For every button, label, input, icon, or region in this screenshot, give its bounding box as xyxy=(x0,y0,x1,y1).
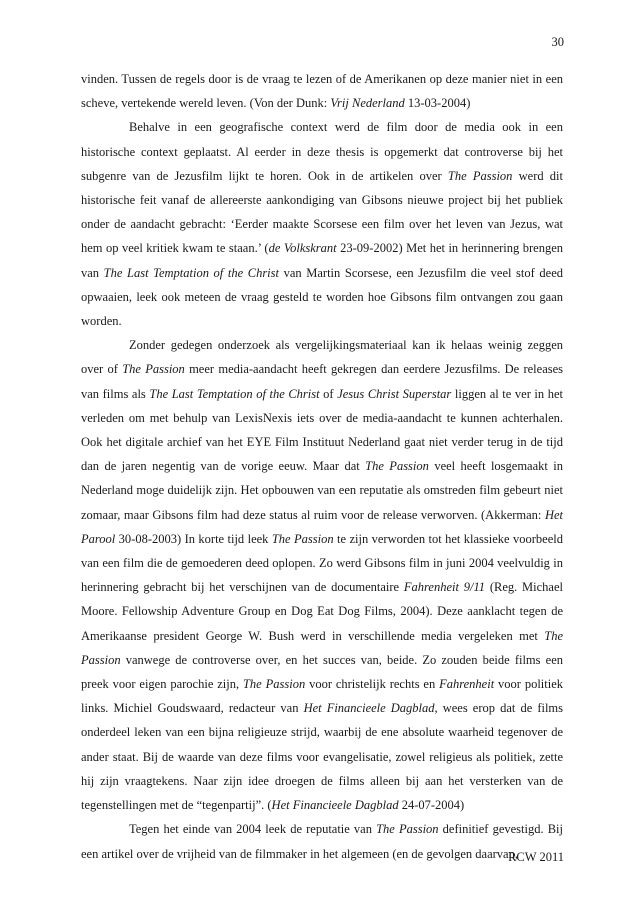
paragraph xyxy=(81,115,563,333)
text-run: of xyxy=(319,386,338,401)
page-footer: RCW 2011 xyxy=(508,850,564,864)
body-text xyxy=(81,67,563,866)
text-run: voor christelijk rechts en xyxy=(305,677,440,692)
text-run: Tegen het einde van 2004 leek de reputatie van xyxy=(129,822,377,837)
italic-run: The Passion xyxy=(81,628,563,667)
text-run: te zijn verworden tot het klassieke voorbeeld van een film die de gemoederen deed oplopen. Zo werd Gibsons film in juni 2004 veelvuldig in herinnering gebracht bij het verschijnen van de documentaire xyxy=(81,531,564,595)
paragraph xyxy=(81,67,563,115)
page-number: 30 xyxy=(551,35,564,49)
text-run: van Martin Scorsese, een Jezusfilm die veel stof deed opwaaien, leek ook meteen de vraag gesteld te worden hoe Gibsons film ontvangen zou gaan worden. xyxy=(81,265,564,329)
text-run: 30-08-2003) In korte tijd leek xyxy=(115,531,272,546)
italic-run: The Passion xyxy=(376,822,439,837)
text-run: Zonder gedegen onderzoek als vergelijkingsmateriaal kan ik helaas weinig zeggen over of xyxy=(81,338,563,377)
italic-run: Jesus Christ Superstar xyxy=(337,386,452,401)
paragraph xyxy=(81,333,563,817)
italic-run: Vrij Nederland xyxy=(330,96,405,111)
italic-run: Het Financieele Dagblad xyxy=(303,701,435,716)
text-run: voor politiek links. Michiel Goudswaard, redacteur van xyxy=(81,677,564,716)
text-run: definitief gevestigd. Bij een artikel over de vrijheid van de filmmaker in het algemeen (en de gevolgen daarvan, xyxy=(81,822,563,861)
italic-run: Het Financieele Dagblad xyxy=(271,798,399,813)
italic-run: The Last Temptation of the Christ xyxy=(149,386,320,401)
text-run: liggen al te ver in het verleden om met behulp van LexisNexis iets over de media-aandacht te kunnen achterhalen. Ook het digitale archief van het EYE Film Instituut Nederland gaat niet verder terug in de tijd dan de jaren negentig van de vorige eeuw. Maar dat xyxy=(81,386,564,474)
italic-run: The Passion xyxy=(447,168,513,183)
paragraph xyxy=(81,817,563,865)
text-run: 23-09-2002) Met het in herinnering brengen van xyxy=(81,241,563,280)
italic-run: Fahrenheit xyxy=(439,677,495,692)
text-run: veel heeft losgemaakt in Nederland moge duidelijk zijn. Het opbouwen van een reputatie als omstreden film gebeurt niet zomaar, maar Gibsons film had deze status al ruim voor de release verworven. (Akkerman: xyxy=(81,459,564,522)
text-run: Behalve in een geografische context werd de film door de media ook in een historische context geplaatst. Al eerder in deze thesis is opgemerkt dat controverse bij het subgenre van de Jezusfilm lijkt te horen. Ook in de artikelen over xyxy=(81,120,563,183)
italic-run: Het Parool xyxy=(81,507,563,546)
text-run: 24-07-2004) xyxy=(398,798,465,813)
text-run: 13-03-2004) xyxy=(404,96,471,111)
italic-run: The Passion xyxy=(122,362,185,377)
italic-run: The Passion xyxy=(365,459,429,474)
text-run: werd dit historische feit vanaf de allereerste aankondiging van Gibsons nieuwe project bij het publiek onder de aandacht gebracht: ‘Eerder maakte Scorsese een film over het leven van Jezus, wat hem op veel kritiek kwam te staan.’ ( xyxy=(81,168,564,256)
italic-run: The Last Temptation of the Christ xyxy=(103,265,279,280)
text-run: (Reg. Michael Moore. Fellowship Adventure Group en Dog Eat Dog Films, 2004). Deze aanklacht tegen de Amerikaanse president George W. Bush werd in verschillende media vergeleken met xyxy=(81,580,563,643)
italic-run: The Passion xyxy=(242,677,306,692)
text-run: vinden. Tussen de regels door is de vraag te lezen of de Amerikanen op deze manier niet in een scheve, vertekende wereld leven. (Von der Dunk: xyxy=(81,72,563,111)
italic-run: The Passion xyxy=(271,531,334,546)
text-run: meer media-aandacht heeft gekregen dan eerdere Jezusfilms. De releases van films als xyxy=(81,362,564,401)
italic-run: de Volkskrant xyxy=(268,241,337,256)
text-run: vanwege de controverse over, en het succes van, beide. Zo zouden beide films een preek voor eigen parochie zijn, xyxy=(81,652,563,692)
italic-run: Fahrenheit 9/11 xyxy=(403,580,486,595)
text-run: , wees erop dat de films onderdeel leken van een bijna religieuze strijd, waarbij de ene absolute waarheid tegenover de ander staat. Bij de waarde van deze films voor evangelisatie, zowel religieus als politiek, zette hij zijn vraagtekens. Naar zijn idee droegen de films alleen bij aan het versterken van de tegenstellingen met de “tegenpartij”. ( xyxy=(81,701,564,813)
